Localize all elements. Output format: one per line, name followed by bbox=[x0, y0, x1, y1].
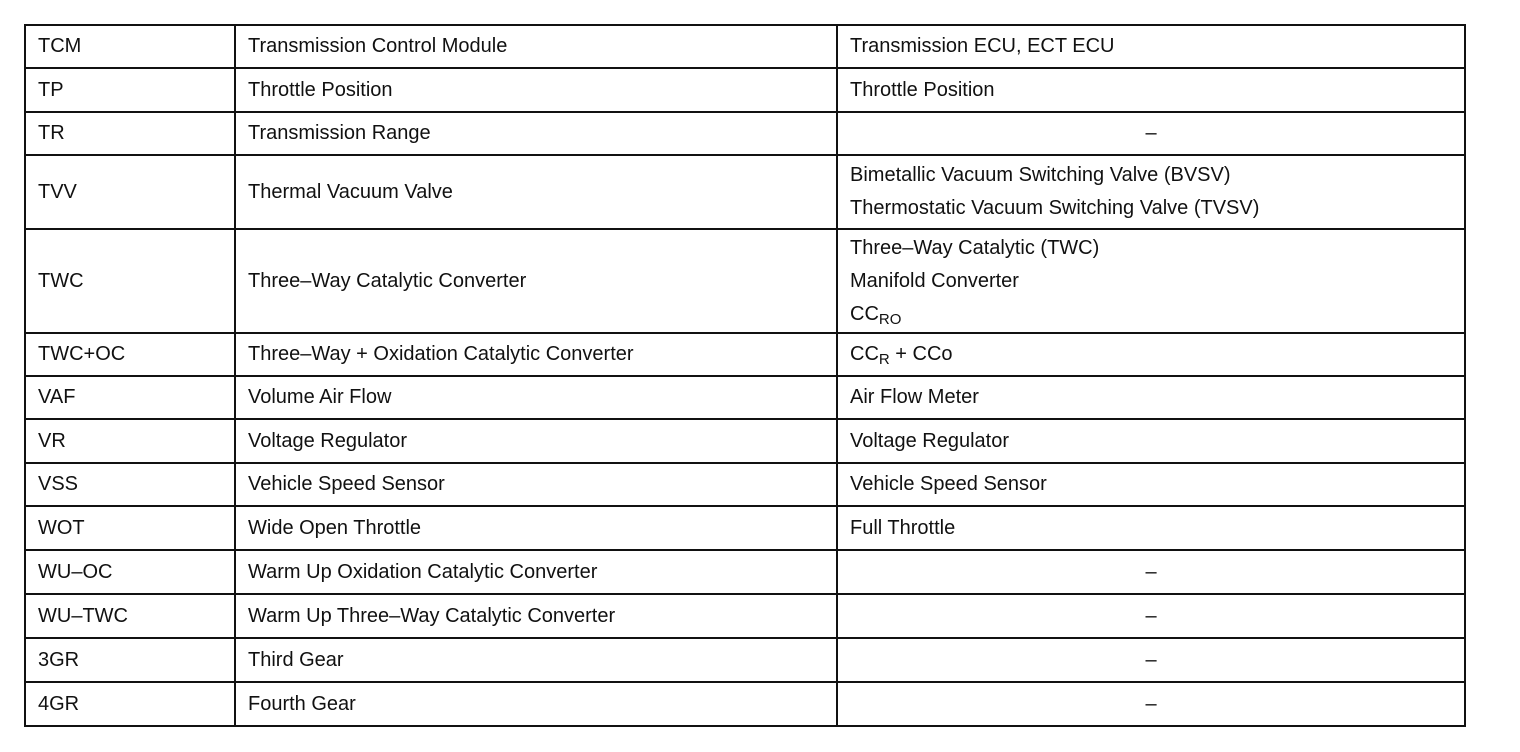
equivalent-cell bbox=[837, 333, 1465, 376]
table-row bbox=[25, 112, 1465, 155]
table-row bbox=[25, 25, 1465, 68]
abbreviation-cell: WOT bbox=[25, 506, 235, 550]
abbreviation-cell: TVV bbox=[25, 155, 235, 229]
term-cell: Thermal Vacuum Valve bbox=[235, 155, 837, 229]
equivalent-cell: Full Throttle bbox=[837, 506, 1465, 550]
equivalent-subscript: RO bbox=[878, 310, 902, 328]
term-cell: Wide Open Throttle bbox=[235, 506, 837, 550]
table-row bbox=[25, 550, 1465, 594]
equivalent-line: Three–Way Catalytic (TWC) bbox=[850, 236, 1100, 259]
abbreviation-cell: WU–OC bbox=[25, 550, 235, 594]
abbreviation-cell: TWC+OC bbox=[25, 333, 235, 376]
equivalent-cell: Voltage Regulator bbox=[837, 419, 1465, 463]
equivalent-base-text: CC bbox=[850, 343, 879, 365]
abbreviation-cell: TR bbox=[25, 112, 235, 155]
abbreviation-cell: VR bbox=[25, 419, 235, 463]
table-row bbox=[25, 376, 1465, 419]
abbreviation-cell: TCM bbox=[25, 25, 235, 68]
equivalent-line bbox=[850, 298, 1464, 331]
equivalent-cell: Vehicle Speed Sensor bbox=[837, 463, 1465, 506]
equivalent-cell bbox=[837, 155, 1465, 229]
table-row bbox=[25, 506, 1465, 550]
table-row bbox=[25, 638, 1465, 682]
abbreviation-table bbox=[24, 24, 1466, 727]
abbreviation-cell: 3GR bbox=[25, 638, 235, 682]
term-cell: Transmission Range bbox=[235, 112, 837, 155]
term-cell: Voltage Regulator bbox=[235, 419, 837, 463]
table-row bbox=[25, 463, 1465, 506]
abbreviation-cell: TWC bbox=[25, 229, 235, 333]
table-row bbox=[25, 333, 1465, 376]
term-cell: Warm Up Three–Way Catalytic Converter bbox=[235, 594, 837, 638]
term-cell: Third Gear bbox=[235, 638, 837, 682]
term-cell: Fourth Gear bbox=[235, 682, 837, 726]
equivalent-cell: – bbox=[837, 682, 1465, 726]
abbreviation-cell: TP bbox=[25, 68, 235, 112]
term-cell: Throttle Position bbox=[235, 68, 837, 112]
term-cell: Transmission Control Module bbox=[235, 25, 837, 68]
table-row bbox=[25, 229, 1465, 333]
equivalent-cell: – bbox=[837, 112, 1465, 155]
term-cell: Vehicle Speed Sensor bbox=[235, 463, 837, 506]
equivalent-line: Bimetallic Vacuum Switching Valve (BVSV) bbox=[850, 164, 1231, 186]
abbreviation-cell: 4GR bbox=[25, 682, 235, 726]
abbreviation-cell: WU–TWC bbox=[25, 594, 235, 638]
equivalent-cell: Transmission ECU, ECT ECU bbox=[837, 25, 1465, 68]
term-cell: Three–Way Catalytic Converter bbox=[235, 229, 837, 333]
abbreviation-cell: VAF bbox=[25, 376, 235, 419]
abbreviation-cell: VSS bbox=[25, 463, 235, 506]
equivalent-rest-text: + CCo bbox=[889, 343, 953, 365]
table-row bbox=[25, 594, 1465, 638]
term-cell: Warm Up Oxidation Catalytic Converter bbox=[235, 550, 837, 594]
equivalent-base-text: CC bbox=[850, 302, 879, 325]
term-cell: Volume Air Flow bbox=[235, 376, 837, 419]
equivalent-cell: – bbox=[837, 638, 1465, 682]
equivalent-cell: Air Flow Meter bbox=[837, 376, 1465, 419]
equivalent-line: Thermostatic Vacuum Switching Valve (TVSV) bbox=[850, 197, 1260, 219]
table-row bbox=[25, 68, 1465, 112]
table-row bbox=[25, 682, 1465, 726]
equivalent-line: Manifold Converter bbox=[850, 269, 1019, 292]
term-cell: Three–Way + Oxidation Catalytic Converter bbox=[235, 333, 837, 376]
equivalent-subscript: R bbox=[878, 351, 890, 368]
table-row bbox=[25, 155, 1465, 229]
equivalent-cell: – bbox=[837, 550, 1465, 594]
equivalent-cell: – bbox=[837, 594, 1465, 638]
table-row bbox=[25, 419, 1465, 463]
equivalent-cell: Throttle Position bbox=[837, 68, 1465, 112]
equivalent-cell bbox=[837, 229, 1465, 333]
